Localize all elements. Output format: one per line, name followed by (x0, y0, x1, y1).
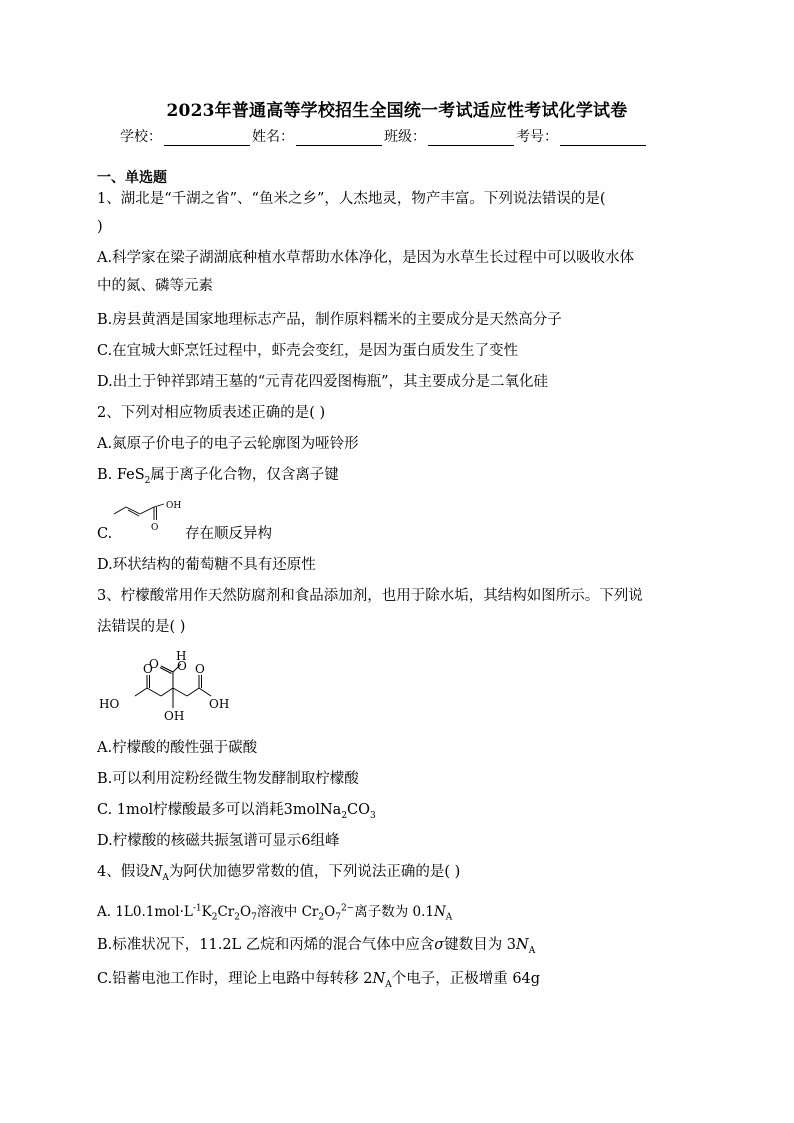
q1-stem-end: ) (97, 219, 103, 235)
school-blank[interactable] (164, 131, 250, 146)
q4-a-sub4: 2 (318, 912, 325, 923)
q4-a-part1: A. 1L0.1mol·L (97, 904, 193, 920)
q4-b-sigma: σ (434, 937, 445, 953)
q4-na-symbol: N (149, 864, 163, 880)
section-heading: 一、单选题 (97, 170, 167, 186)
q4-a-sub2: 2 (234, 912, 240, 923)
q4-a-na-sub: A (445, 912, 453, 923)
q3-c-sub2: 3 (370, 810, 376, 821)
q1-stem: 1、湖北是“千湖之省”、“鱼米之乡”，人杰地灵，物产丰富。下列说法错误的是( (97, 191, 606, 207)
student-info-row (120, 126, 680, 146)
q4-stem-text: 为阿伏加德罗常数的值，下列说法正确的是( ) (168, 864, 461, 880)
citric-o-right: O (195, 662, 205, 676)
name-field (252, 126, 384, 146)
q4-option-a (97, 902, 452, 922)
q4-c-text: 个电子，正极增重 64g (391, 971, 541, 987)
q4-a-sub1: 2 (211, 912, 218, 923)
q4-b-prefix: B.标准状况下，11.2L 乙烷和丙烯的混合气体中应含 (97, 937, 435, 953)
q4-a-sub5: 7 (335, 912, 341, 923)
citric-oh-bottom: OH (164, 709, 185, 723)
q4-a-part5: 溶液中 Cr (256, 904, 319, 920)
crotonic-acid-structure (112, 496, 188, 534)
citric-o-top: O (149, 657, 159, 671)
q3-option-d: D.柠檬酸的核磁共振氢谱可显示6组峰 (97, 833, 340, 849)
q1-option-a-cont: 中的氮、磷等元素 (97, 278, 213, 294)
q2-option-c-label: C. (97, 526, 113, 542)
q4-b-na-sub: A (528, 945, 536, 956)
q1-option-b: B.房县黄酒是国家地理标志产品，制作原料糯米的主要成分是天然高分子 (97, 312, 562, 328)
q4-c-na: N (372, 971, 386, 987)
q3-option-c (97, 800, 376, 820)
q4-a-part2: K (201, 904, 212, 920)
class-blank[interactable] (428, 131, 514, 146)
q2-b-subscript: 2 (144, 475, 151, 486)
q4-a-sub3: 7 (251, 912, 257, 923)
q4-option-b (97, 935, 535, 955)
q4-b-text: 键数目为 3 (444, 937, 517, 953)
q4-a-part3: Cr (217, 904, 235, 920)
q4-a-na: N (433, 904, 446, 920)
q4-na-sub: A (162, 872, 169, 883)
q4-a-part6: O (324, 904, 336, 920)
q2-option-c-text: 存在顺反异构 (185, 526, 272, 542)
citric-acid-structure (95, 648, 235, 724)
q2-option-d: D.环状结构的葡萄糖不具有还原性 (97, 557, 316, 573)
q3-c-prefix: C. 1mol柠檬酸最多可以消耗3molNa (97, 802, 342, 818)
q4-a-part4: O (240, 904, 252, 920)
number-blank[interactable] (560, 131, 646, 146)
name-blank[interactable] (296, 131, 382, 146)
citric-ho-left: HO (99, 697, 120, 711)
q4-a-sup2: 2− (340, 903, 355, 914)
page-title: 2023年普通高等学校招生全国统一考试适应性考试化学试卷 (166, 101, 628, 121)
q2-stem: 2、下列对相应物质表述正确的是( ) (97, 405, 326, 421)
q3-c-mid: CO (347, 802, 371, 818)
crotonic-acid-svg (112, 496, 188, 534)
q4-b-na: N (516, 937, 529, 953)
q2-b-text: 属于离子化合物，仅含离子键 (150, 467, 339, 483)
q4-option-c (97, 969, 540, 989)
q4-a-part7: 离子数为 0.1 (354, 904, 434, 920)
q4-c-prefix: C.铅蓄电池工作时，理论上电路中每转移 2 (97, 971, 373, 987)
q1-option-c: C.在宜城大虾烹饪过程中，虾壳会变红，是因为蛋白质发生了变性 (97, 343, 519, 359)
name-label: 姓名： (252, 129, 294, 145)
q3-stem: 3、柠檬酸常用作天然防腐剂和食品添加剂，也用于除水垢，其结构如图所示。下列说 (97, 588, 643, 604)
q4-stem (97, 862, 460, 882)
crotonic-o-label: O (151, 523, 159, 533)
school-field (120, 126, 252, 146)
q1-option-d: D.出土于钟祥郢靖王墓的“元青花四爱图梅瓶”，其主要成分是二氧化硅 (97, 374, 549, 390)
citric-o-top2: O (177, 659, 187, 673)
number-field (516, 126, 648, 146)
q1-option-a: A.科学家在梁子湖湖底种植水草帮助水体净化，是因为水草生长过程中可以吸收水体 (97, 250, 635, 266)
citric-oh-right: OH (209, 697, 230, 711)
number-label: 考号： (516, 129, 558, 145)
q2-option-a: A.氮原子价电子的电子云轮廓图为哑铃形 (97, 436, 359, 452)
crotonic-oh-label: OH (166, 501, 182, 511)
q4-a-sup1: -1 (192, 903, 202, 914)
q3-option-b: B.可以利用淀粉经微生物发酵制取柠檬酸 (97, 771, 359, 787)
q3-option-a: A.柠檬酸的酸性强于碳酸 (97, 740, 258, 756)
q2-option-b (97, 465, 339, 485)
q3-c-sub1: 2 (341, 810, 348, 821)
q3-stem-cont: 法错误的是( ) (97, 619, 186, 635)
school-label: 学校： (120, 129, 162, 145)
class-label: 班级： (384, 129, 426, 145)
citric-o-left: O (143, 662, 153, 676)
class-field (384, 126, 516, 146)
q4-stem-prefix: 4、假设 (97, 864, 150, 880)
citric-h-top: H (176, 649, 187, 663)
q4-c-na-sub: A (385, 979, 392, 990)
citric-acid-svg (95, 648, 235, 724)
q2-b-prefix: B. FeS (97, 467, 145, 483)
